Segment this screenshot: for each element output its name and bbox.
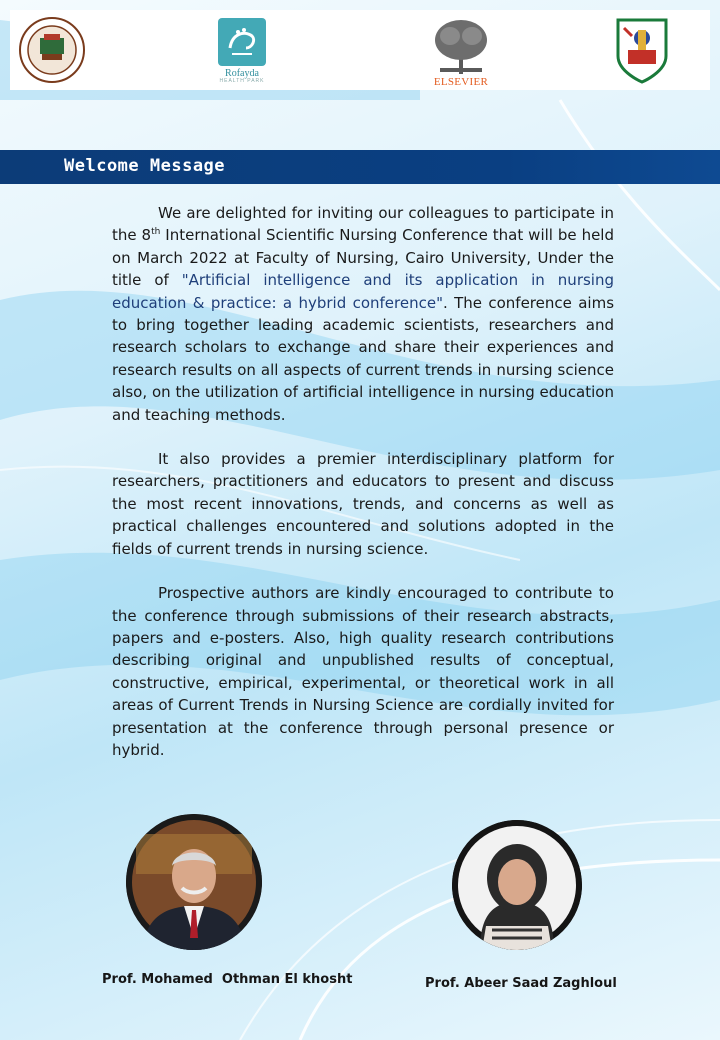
cairo-university-logo (614, 16, 670, 84)
cairo-university-shield-icon (614, 16, 670, 84)
faculty-of-nursing-logo (18, 16, 86, 84)
message-paragraph-2: It also provides a premier interdisciplinary platform for researchers, practitioners and educators to present and discuss the most recent innovations, trends, and concerns as well as practical challenges encountered and solutions adopted in the fields of current trends in nursing science. (112, 450, 614, 558)
section-title: Welcome Message (64, 156, 226, 176)
paragraph-1-intro: We are delighted for inviting our colleagues to participate in the 8 (112, 204, 614, 245)
elsevier-tree-icon (426, 16, 496, 76)
caption-prof-mohamed: Prof. Mohamed Othman El khosht (102, 972, 353, 987)
elsevier-logo (426, 16, 496, 88)
paragraph-1-middle: International Scientific Nursing Conference that will be held on March 2022 at Faculty of Nursing, Cairo University, Under the title of (112, 226, 614, 290)
rofayda-subtitle: HEALTH PARK (219, 78, 265, 84)
conference-title: "Artificial intelligence and its application in nursing education & practice: a hybrid conference" (112, 271, 614, 312)
message-paragraph-3: Prospective authors are kindly encouraged to contribute to the conference through submissions of their research abstracts, papers and e-posters. Also, high quality research contributions describing original and unpublished results of conceptual, constructive, empirical, experimental, or theoretical work in all areas of Current Trends in Nursing Science are cordially invited for presentation at the conference through personal presence or hybrid. (112, 584, 614, 759)
rofayda-logo (214, 16, 270, 84)
header-band (0, 150, 720, 184)
portrait-prof-mohamed (126, 814, 262, 950)
ordinal-suffix: th (151, 227, 161, 238)
elsevier-wordmark: ELSEVIER (433, 76, 489, 88)
logo-bar (10, 10, 710, 90)
person-photo-icon (452, 820, 582, 950)
paragraph-1-end: . The conference aims to bring together leading academic scientists, researchers and research scholars to exchange and share their experiences and research results on all aspects of current trends in nursing science also, on the utilization of artificial intelligence in nursing education and teaching methods. (112, 293, 615, 424)
portrait-prof-abeer (452, 820, 582, 950)
person-photo-icon (126, 814, 262, 950)
rofayda-name: Rofayda (225, 68, 259, 79)
faculty-of-nursing-seal-icon (18, 16, 86, 84)
message-paragraph-1 (112, 202, 614, 426)
caption-prof-abeer: Prof. Abeer Saad Zaghloul (425, 976, 617, 991)
rofayda-logo-icon (218, 18, 266, 66)
welcome-message-body (112, 202, 614, 783)
